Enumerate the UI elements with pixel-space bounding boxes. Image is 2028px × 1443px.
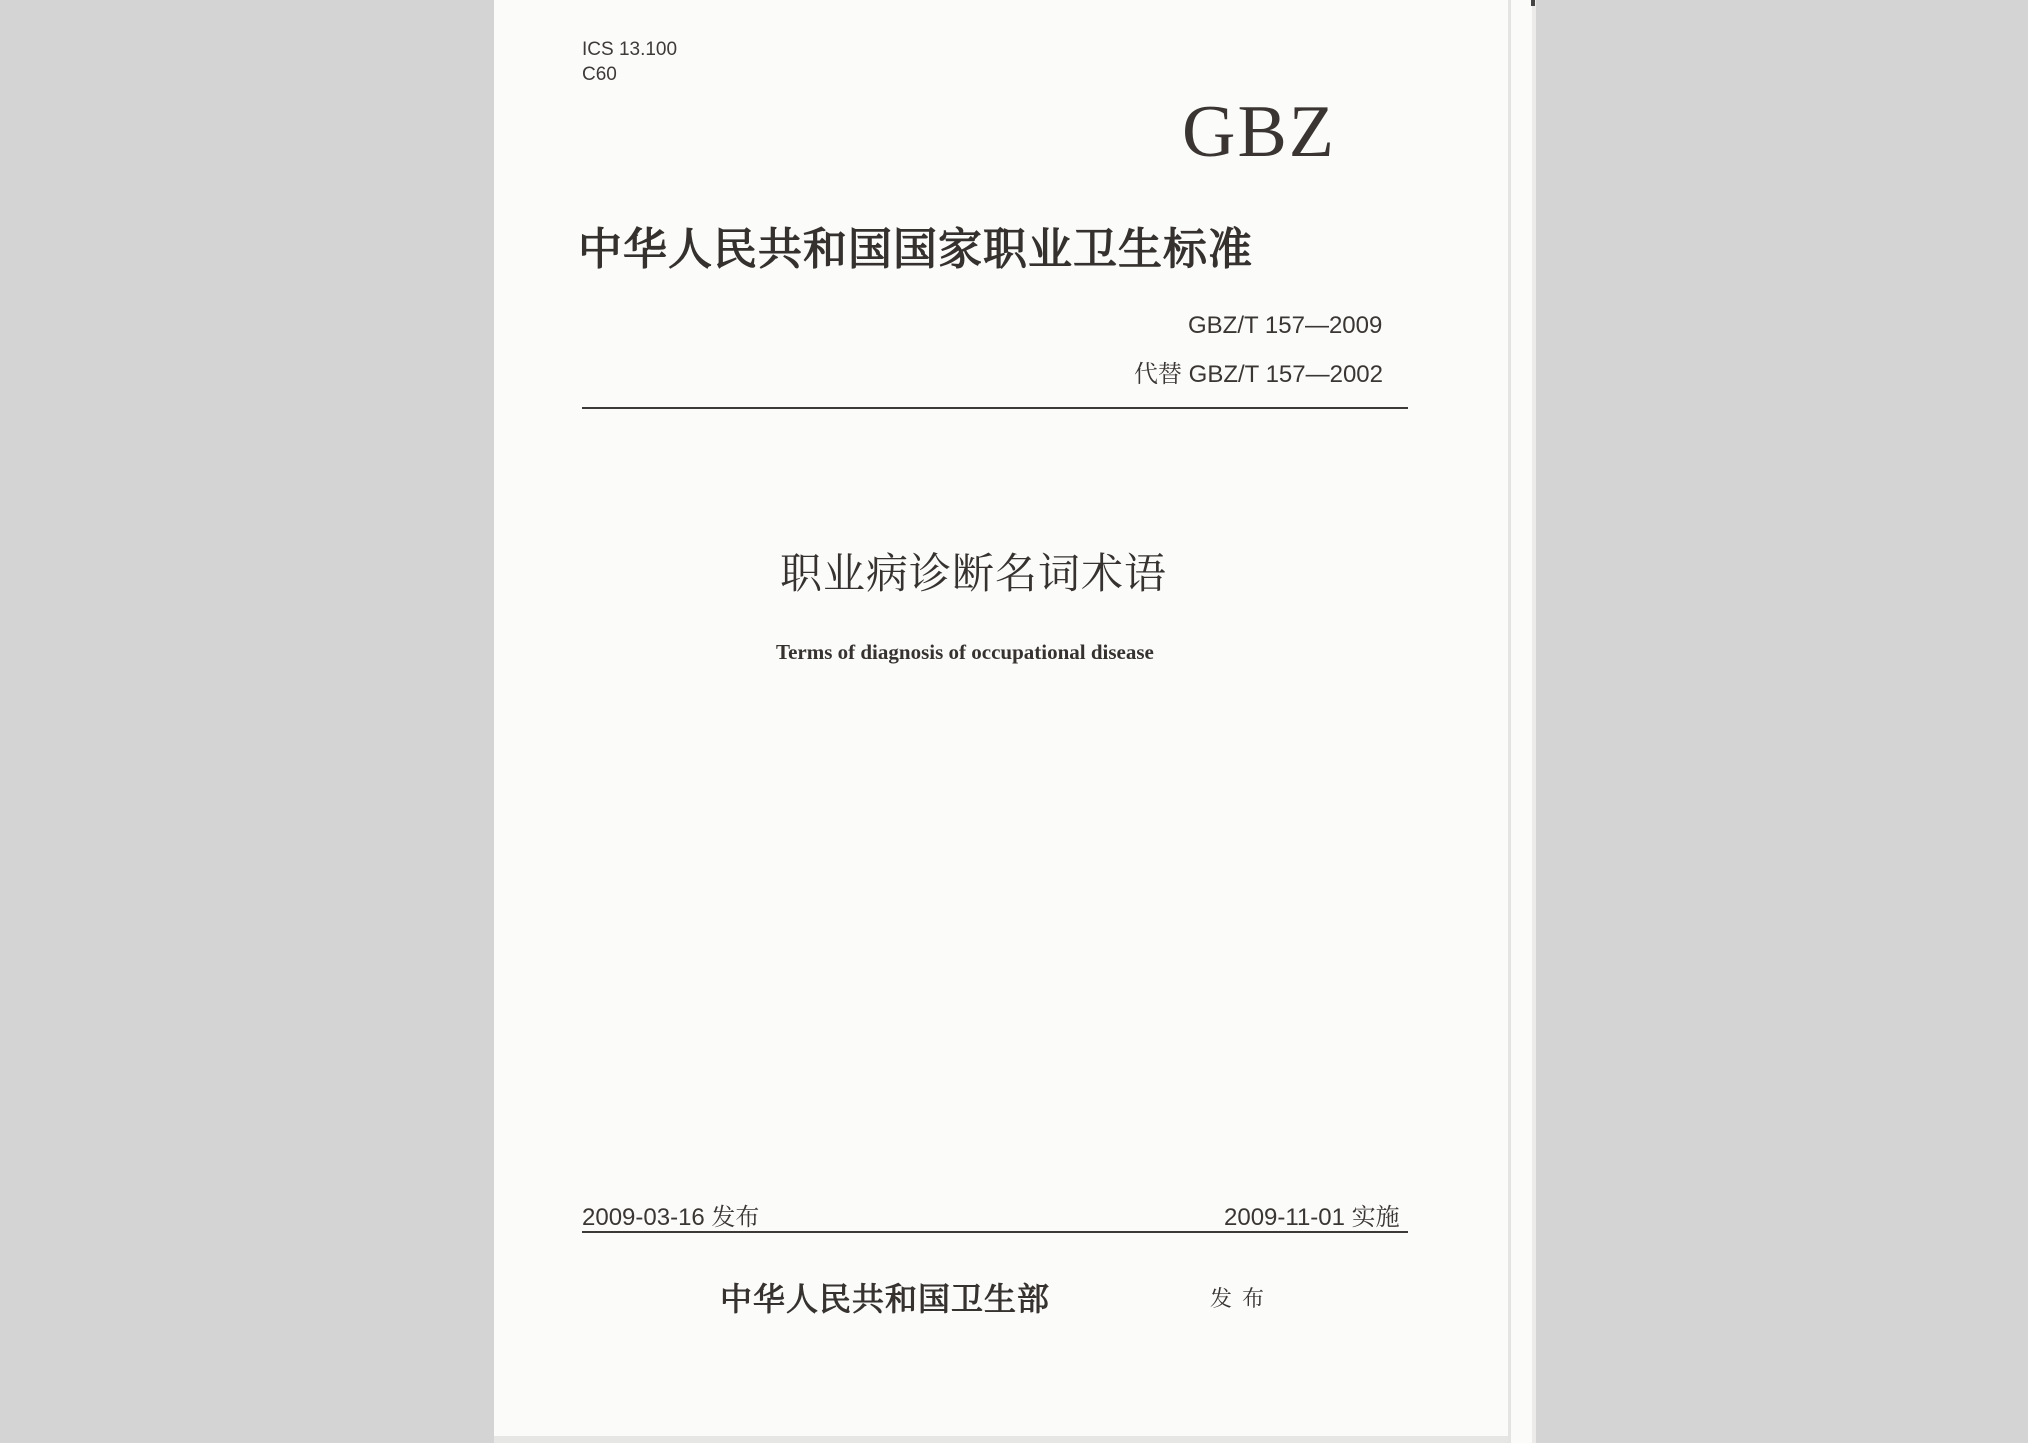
publisher: 中华人民共和国卫生部 [720,1280,1051,1318]
implementation-date: 2009-11-01 实施 [1224,1204,1400,1231]
page-right-edge [1532,0,1536,1443]
header-divider [582,407,1408,409]
gbz-logo: GBZ [1182,91,1336,173]
standard-number: GBZ/T 157—2009 [1188,312,1383,339]
page-fold-edge [1508,0,1511,1443]
page-bottom-edge [494,1436,1508,1443]
scan-mark [1531,0,1535,6]
publish-label: 发布 [1210,1287,1275,1312]
classification-code: C60 [582,64,617,85]
national-standard-heading: 中华人民共和国国家职业卫生标准 [578,224,1253,275]
footer-divider [582,1231,1408,1233]
document-title-en: Terms of diagnosis of occupational disease [776,640,1154,664]
replaced-standard: 代替 GBZ/T 157—2002 [1134,361,1383,388]
ics-code: ICS 13.100 [582,39,678,60]
issue-date: 2009-03-16 发布 [582,1204,760,1231]
document-title-cn: 职业病诊断名词术语 [780,549,1168,598]
